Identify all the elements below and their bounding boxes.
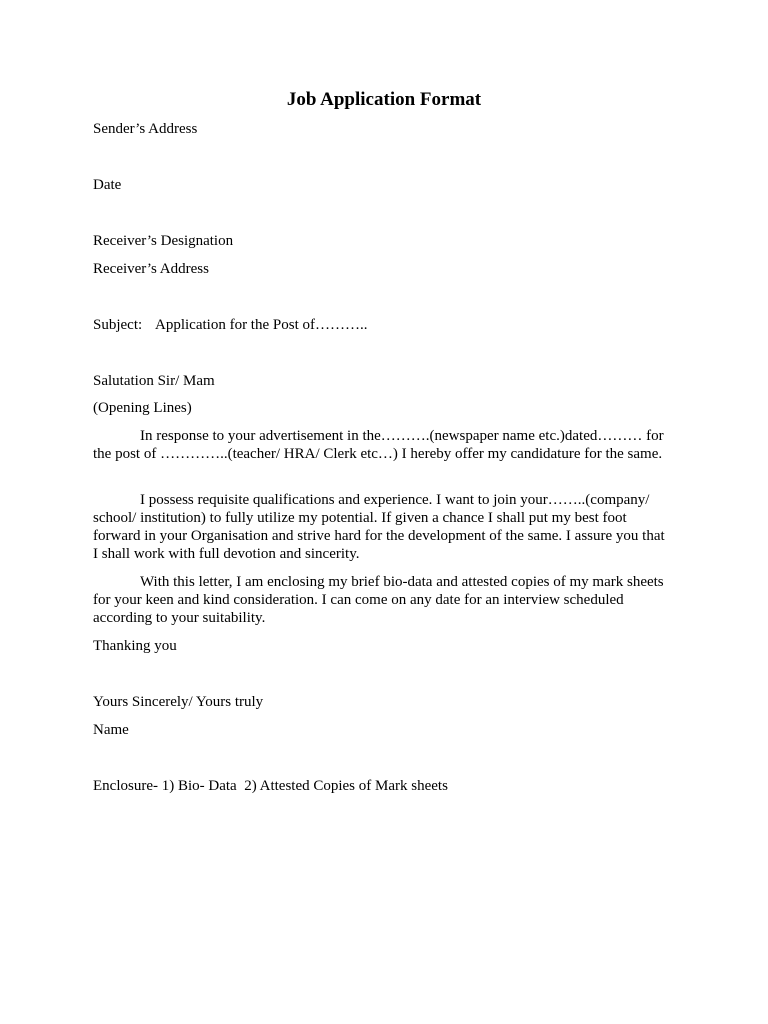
subject-line — [93, 316, 367, 334]
signature-name: Name — [93, 722, 129, 738]
date-line: Date — [93, 177, 122, 193]
salutation: Salutation Sir/ Mam — [93, 373, 215, 389]
opening-lines-label: (Opening Lines) — [93, 400, 192, 416]
enclosure-line: Enclosure- 1) Bio- Data 2) Attested Copies of Mark sheets — [93, 778, 448, 794]
closing-line: Yours Sincerely/ Yours truly — [93, 694, 264, 710]
sender-address: Sender’s Address — [93, 121, 198, 137]
body-paragraph-2: I possess requisite qualifications and experience. I want to join your……..(company/ school/ institution) to fully utilize my potential. If given a chance I shall put my best foot forward in your Organisation and strive hard for the development of the same. I assure you that I shall work with full devotion and sincerity. — [93, 492, 665, 562]
receiver-address: Receiver’s Address — [93, 261, 209, 277]
body-paragraph-3: With this letter, I am enclosing my brief bio-data and attested copies of my mark sheets for your keen and kind consideration. I can come on any date for an interview scheduled according to your suitability. — [93, 574, 664, 626]
thanking-line: Thanking you — [93, 638, 177, 654]
body-paragraph-1: In response to your advertisement in the……….(newspaper name etc.)dated……… for the post of …………..(teacher/ HRA/ Clerk etc…) I hereby offer my candidature for the same. — [93, 428, 664, 462]
receiver-designation: Receiver’s Designation — [93, 233, 234, 249]
document-title: Job Application Format — [286, 89, 482, 110]
subject-text: Application for the Post of……….. — [155, 317, 368, 333]
subject-label: Subject: — [93, 317, 143, 333]
